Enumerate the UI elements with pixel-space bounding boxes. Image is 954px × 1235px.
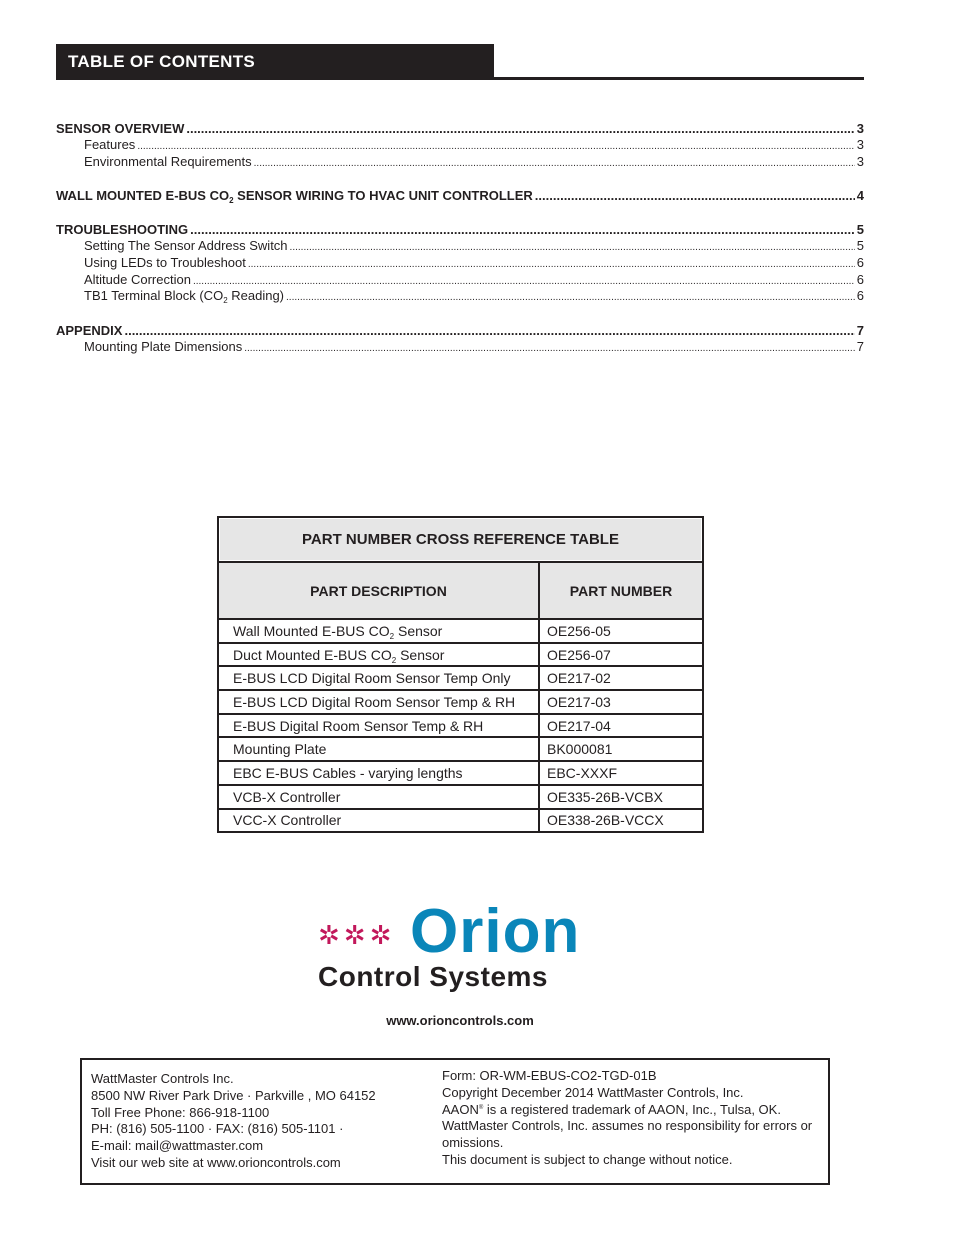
- disclaimer: WattMaster Controls, Inc. assumes no responsibility for errors or omissions.: [442, 1118, 813, 1151]
- part-number-table: [217, 516, 704, 833]
- footer-contact-box: [80, 1058, 830, 1185]
- toc-title-part: SENSOR WIRING TO HVAC UNIT CONTROLLER: [233, 188, 533, 204]
- table-row: [218, 737, 703, 761]
- copyright: Copyright December 2014 WattMaster Controls, Inc.: [442, 1084, 744, 1100]
- change-notice: This document is subject to change without notice.: [442, 1151, 733, 1167]
- toc-title: [56, 187, 533, 204]
- table-row: [218, 690, 703, 714]
- toc-section-troubleshooting[interactable]: [56, 221, 864, 238]
- phone-fax: PH: (816) 505-1100 · FAX: (816) 505-1101 ·: [91, 1121, 344, 1137]
- toc-section-appendix[interactable]: [56, 322, 864, 339]
- trademark-notice: [442, 1102, 827, 1119]
- toc-leader: [535, 187, 855, 204]
- company-name: WattMaster Controls Inc.: [91, 1071, 234, 1086]
- toc-leader: [290, 238, 855, 255]
- part-number: OE256-05: [539, 619, 703, 643]
- part-number: OE335-26B-VCBX: [539, 785, 703, 809]
- toc-title: Altitude Correction: [84, 271, 191, 287]
- website-text[interactable]: Visit our web site at www.orioncontrols.com: [91, 1154, 341, 1170]
- table-row: [218, 714, 703, 738]
- toc-leader: [186, 120, 854, 137]
- text-part: Sensor: [394, 622, 443, 639]
- toc-item-features[interactable]: [56, 137, 864, 154]
- table-row: [218, 761, 703, 785]
- toc-section-wiring[interactable]: [56, 187, 864, 204]
- toc-page: 3: [856, 121, 864, 136]
- toc-page: 6: [856, 255, 864, 271]
- toc-leader: [137, 137, 854, 154]
- toc-leader: [244, 339, 855, 356]
- part-description: E-BUS LCD Digital Room Sensor Temp & RH: [218, 690, 539, 714]
- text-part: Duct Mounted E-BUS CO: [233, 646, 392, 663]
- toc-item-mounting-plate[interactable]: [56, 339, 864, 356]
- toc-section-sensor-overview[interactable]: [56, 120, 864, 137]
- toc-leader: [190, 221, 855, 238]
- subscript: 2: [389, 631, 395, 641]
- toc-page: 3: [856, 137, 864, 152]
- toc-title: Mounting Plate Dimensions: [84, 339, 243, 355]
- part-number: OE338-26B-VCCX: [539, 809, 703, 833]
- toc-item-address-switch[interactable]: [56, 238, 864, 255]
- toc-title: TROUBLESHOOTING: [56, 222, 189, 238]
- toc-title: Features: [84, 137, 136, 152]
- subscript: 2: [391, 655, 397, 665]
- logo-subtitle: Control Systems: [318, 961, 548, 992]
- part-number: OE217-04: [539, 714, 703, 738]
- part-description: E-BUS LCD Digital Room Sensor Temp Only: [218, 666, 539, 690]
- toc-page: 5: [856, 222, 864, 238]
- toc-title: Environmental Requirements: [84, 153, 252, 169]
- toc-page: 7: [856, 323, 864, 339]
- toc-page: 3: [856, 153, 864, 169]
- email[interactable]: E-mail: mail@wattmaster.com: [91, 1138, 264, 1154]
- toc-item-environmental-requirements[interactable]: [56, 154, 864, 171]
- table-row: [218, 785, 703, 809]
- text-part: AAON: [442, 1101, 479, 1117]
- toc-page: 6: [856, 271, 864, 287]
- toc-page: 6: [856, 288, 864, 304]
- part-description: Mounting Plate: [218, 737, 539, 761]
- subscript: 2: [223, 296, 228, 306]
- orion-logo: [318, 897, 598, 995]
- text-part: is a registered trademark of AAON, Inc., Tulsa, OK.: [483, 1101, 781, 1117]
- table-of-contents: [56, 120, 864, 356]
- toc-title-part: TB1 Terminal Block (CO: [84, 288, 224, 304]
- subscript: 2: [229, 196, 234, 205]
- registered-mark: ®: [478, 1104, 484, 1111]
- text-part: Wall Mounted E-BUS CO: [233, 622, 390, 639]
- table-row: [218, 643, 703, 667]
- part-description: VCC-X Controller: [218, 809, 539, 833]
- website-link[interactable]: www.orioncontrols.com: [386, 1013, 534, 1028]
- toc-page: 7: [856, 339, 864, 355]
- page-title: TABLE OF CONTENTS: [56, 44, 494, 80]
- toll-free-phone: Toll Free Phone: 866-918-1100: [91, 1104, 270, 1120]
- pinwheel-icon: ✲✲✲: [318, 920, 396, 950]
- part-description: [218, 619, 539, 643]
- toc-title: Using LEDs to Troubleshoot: [84, 255, 246, 271]
- toc-page: 4: [856, 188, 864, 204]
- toc-item-tb1[interactable]: [56, 288, 864, 305]
- form-number: Form: OR-WM-EBUS-CO2-TGD-01B: [442, 1068, 657, 1083]
- table-title: PART NUMBER CROSS REFERENCE TABLE: [218, 517, 703, 562]
- part-number: BK000081: [539, 737, 703, 761]
- part-number: OE217-03: [539, 690, 703, 714]
- toc-leader: [286, 288, 855, 305]
- toc-leader: [248, 255, 855, 272]
- toc-title: Setting The Sensor Address Switch: [84, 238, 288, 254]
- part-description: EBC E-BUS Cables - varying lengths: [218, 761, 539, 785]
- part-description: [218, 643, 539, 667]
- toc-item-leds[interactable]: [56, 255, 864, 272]
- toc-title: APPENDIX: [56, 323, 123, 339]
- toc-title-part: WALL MOUNTED E-BUS CO: [56, 188, 230, 204]
- toc-leader: [193, 272, 855, 289]
- table-row: [218, 666, 703, 690]
- toc-leader: [124, 322, 854, 339]
- company-address: [91, 1071, 431, 1172]
- part-description: E-BUS Digital Room Sensor Temp & RH: [218, 714, 539, 738]
- text-part: Sensor: [396, 646, 445, 663]
- toc-item-altitude[interactable]: [56, 272, 864, 289]
- toc-leader: [254, 154, 855, 171]
- column-header-description: PART DESCRIPTION: [218, 562, 539, 619]
- column-header-number: PART NUMBER: [539, 562, 703, 619]
- part-number: OE217-02: [539, 666, 703, 690]
- part-number: EBC-XXXF: [539, 761, 703, 785]
- part-number: OE256-07: [539, 643, 703, 667]
- toc-title-part: Reading): [227, 288, 285, 304]
- toc-page: 5: [856, 238, 864, 254]
- header-rule: [494, 77, 864, 80]
- street-address: 8500 NW River Park Drive · Parkville , MO 64152: [91, 1087, 376, 1103]
- table-row: [218, 619, 703, 643]
- toc-title: SENSOR OVERVIEW: [56, 121, 185, 136]
- part-description: VCB-X Controller: [218, 785, 539, 809]
- table-row: [218, 809, 703, 833]
- logo-brand: Orion: [410, 897, 581, 966]
- toc-title: [84, 288, 284, 305]
- legal-info: [442, 1068, 827, 1169]
